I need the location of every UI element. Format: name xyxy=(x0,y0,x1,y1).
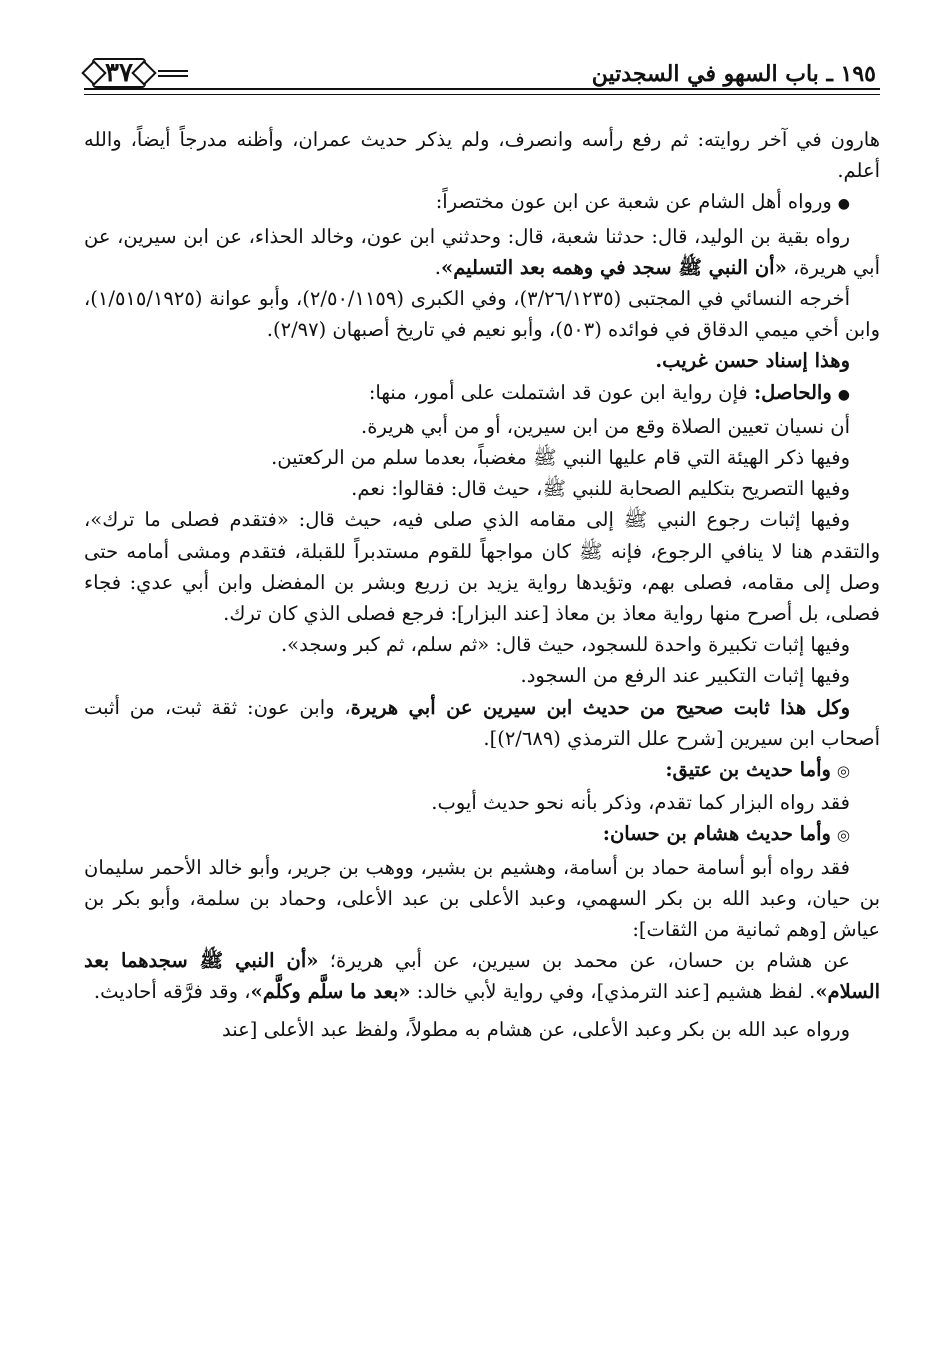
page-header xyxy=(84,46,880,88)
paragraph: ●ورواه أهل الشام عن شعبة عن ابن عون مختصراً: xyxy=(435,190,850,214)
paragraph: عن هشام بن حسان، عن محمد بن سيرين، عن أبي هريرة؛ «أن النبي ﷺ سجدهما بعد السلام». لفظ هشيم [عند الترمذي]، وفي رواية لأبي خالد: «بعد ما سلَّم وكلَّم»، وقد فرَّقه أحاديث. xyxy=(84,949,880,1004)
paragraph: أن نسيان تعيين الصلاة وقع من ابن سيرين، أو من أبي هريرة. xyxy=(361,414,850,438)
page-number xyxy=(84,56,154,90)
ornament-diamond-left xyxy=(81,60,106,85)
bullet-icon: ● xyxy=(837,386,850,403)
page-number-text: ٣٧ xyxy=(105,58,133,88)
paragraph: وفيها التصريح بتكليم الصحابة للنبي ﷺ، حيث قال: فقالوا: نعم. xyxy=(351,477,850,501)
paragraph: وكل هذا ثابت صحيح من حديث ابن سيرين عن أبي هريرة، وابن عون: ثقة ثبت، من أثبت أصحاب ابن سيرين [شرح علل الترمذي (٢/٦٨٩)]. xyxy=(84,695,880,750)
page-body xyxy=(84,124,880,1045)
grading-statement: وهذا إسناد حسن غريب. xyxy=(655,349,850,373)
circle-bullet-icon: ◎ xyxy=(836,826,850,845)
paragraph: هارون في آخر روايته: ثم رفع رأسه وانصرف، ولم يذكر حديث عمران، وأظنه مدرجاً أيضاً، والله أعلم. xyxy=(84,128,880,183)
paragraph: فقد رواه البزار كما تقدم، وذكر بأنه نحو حديث أيوب. xyxy=(431,791,850,815)
ornament-diamond-right xyxy=(131,60,156,85)
paragraph: وفيها ذكر الهيئة التي قام عليها النبي ﷺ مغضباً، بعدما سلم من الركعتين. xyxy=(271,446,850,470)
paragraph: ورواه عبد الله بن بكر وعبد الأعلى، عن هشام به مطولاً، ولفظ عبد الأعلى [عند xyxy=(222,1017,850,1041)
ornament-rule-stub xyxy=(158,70,188,77)
paragraph xyxy=(84,345,880,376)
hadith-quote: «أن النبي ﷺ سجد في وهمه بعد التسليم» xyxy=(441,255,787,279)
page-number-ornament xyxy=(84,56,188,90)
paragraph: أخرجه النسائي في المجتبى (٣/٢٦/١٢٣٥)، وفي الكبرى (٢/٥٠/١١٥٩)، وأبو عوانة (١/٥١٥/١٩٢٥)، وابن أخي ميمي الدقاق في فوائده (٥٠٣)، وأبو نعيم في تاريخ أصبهان (٢/٩٧). xyxy=(84,287,880,342)
section-heading: ◎وأما حديث هشام بن حسان: xyxy=(602,822,850,846)
circle-bullet-icon: ◎ xyxy=(836,762,850,781)
conclusion-statement: وكل هذا ثابت صحيح من حديث ابن سيرين عن أبي هريرة xyxy=(350,695,850,719)
summary-label: والحاصل: xyxy=(753,380,832,404)
section-heading: ◎وأما حديث بن عتيق: xyxy=(665,758,850,782)
bullet-icon: ● xyxy=(837,196,850,213)
paragraph: فقد رواه أبو أسامة حماد بن أسامة، وهشيم بن بشير، ووهب بن جرير، وأبو خالد الأحمر سليمان بن حيان، وعبد الله بن بكر السهمي، وعبد الأعلى بن عبد الأعلى، وحماد بن سلمة، وأبو بكر بن عياش [وهم ثمانية من الثقات]: xyxy=(84,855,880,942)
paragraph: رواه بقية بن الوليد، قال: حدثنا شعبة، قال: وحدثني ابن عون، وخالد الحذاء، عن ابن سيرين، عن أبي هريرة، «أن النبي ﷺ سجد في وهمه بعد التسليم». xyxy=(84,224,880,279)
hadith-quote: «بعد ما سلَّم وكلَّم» xyxy=(250,980,411,1004)
paragraph: ●والحاصل: فإن رواية ابن عون قد اشتملت على أمور، منها: xyxy=(368,380,850,404)
header-rule xyxy=(84,88,880,95)
paragraph: وفيها إثبات تكبيرة واحدة للسجود، حيث قال: «ثم سلم، ثم كبر وسجد». xyxy=(280,633,850,657)
running-title: ١٩٥ ـ باب السهو في السجدتين xyxy=(591,61,876,87)
paragraph: وفيها إثبات رجوع النبي ﷺ إلى مقامه الذي صلى فيه، حيث قال: «فتقدم فصلى ما ترك»، والتقدم هنا لا ينافي الرجوع، فإنه ﷺ كان مواجهاً للقوم مستدبراً للقبلة، فتقدم ومشى أمامه حتى وصل إلى مقامه، فصلى بهم، وتؤيدها رواية يزيد بن زريع وبشر بن المفضل وابن أبي عدي: فجاء فصلى، بل أصرح منها رواية معاذ بن معاذ [عند البزار]: فرجع فصلى الذي كان ترك. xyxy=(84,508,880,626)
hadith-quote: «أن النبي ﷺ سجدهما بعد السلام» xyxy=(84,949,880,1004)
paragraph: وفيها إثبات التكبير عند الرفع من السجود. xyxy=(520,664,850,688)
